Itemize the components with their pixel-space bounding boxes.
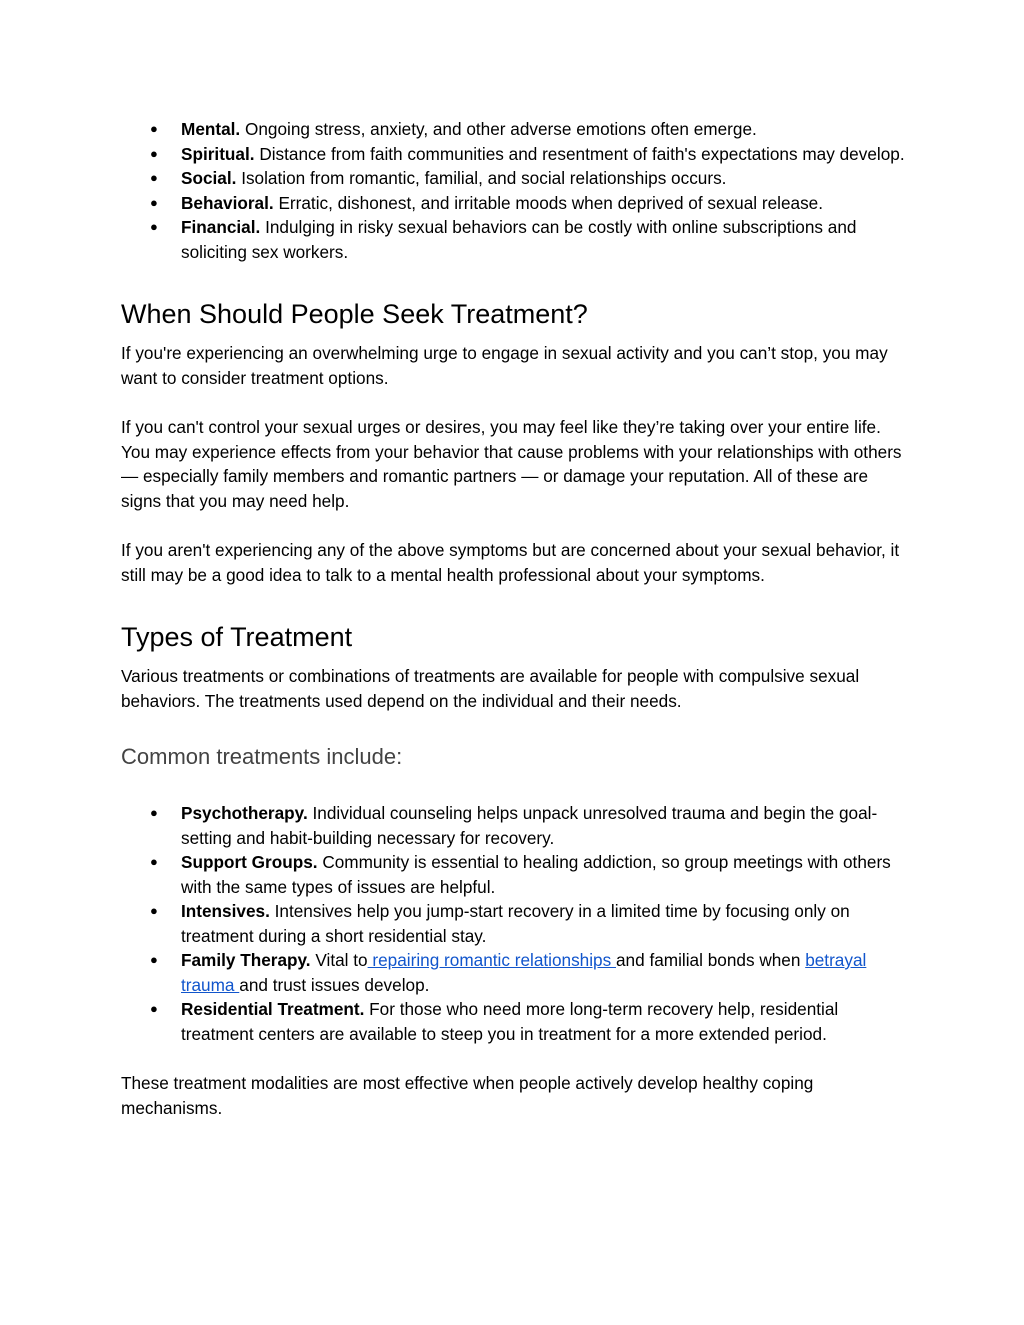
list-item-term: Support Groups. (181, 852, 318, 872)
list-item-text: Individual counseling helps unpack unresolved trauma and begin the goal-setting and habit-building necessary for recovery. (181, 803, 878, 848)
list-item (121, 997, 911, 1046)
list-item-text: For those who need more long-term recovery help, residential treatment centers are available to steep you in treatment for a more extended period. (181, 999, 839, 1044)
list-item (121, 117, 911, 142)
seek-treatment-paragraph-3: If you aren't experiencing any of the above symptoms but are concerned about your sexual behavior, it still may be a good idea to talk to a mental health professional about your symptoms. (121, 540, 900, 585)
list-item (121, 948, 911, 997)
list-item (121, 215, 911, 264)
bullet-icon: ● (150, 805, 158, 820)
bullet-icon: ● (150, 854, 158, 869)
closing-paragraph: These treatment modalities are most effective when people actively develop healthy coping mechanisms. (121, 1073, 814, 1118)
effects-list (121, 117, 911, 264)
repairing-romantic-relationships-link[interactable]: repairing romantic relationships (367, 950, 616, 970)
bullet-icon: ● (150, 194, 158, 210)
betrayal-trauma-link[interactable]: betrayal trauma (181, 950, 867, 995)
list-item-term: Mental. (181, 119, 241, 139)
types-of-treatment-heading: Types of Treatment (121, 622, 353, 652)
list-item-term: Residential Treatment. (181, 999, 365, 1019)
list-item-text: Indulging in risky sexual behaviors can be costly with online subscriptions and soliciting sex workers. (181, 217, 857, 262)
bullet-icon: ● (150, 170, 158, 185)
list-item-text: Distance from faith communities and resentment of faith's expectations may develop. (259, 143, 905, 164)
list-item-term: Financial. (181, 217, 261, 237)
bullet-icon: ● (150, 219, 158, 234)
list-item-term: Family Therapy. (181, 950, 311, 970)
seek-treatment-heading: When Should People Seek Treatment? (121, 299, 588, 329)
list-item (121, 801, 911, 850)
list-item-text: and trust issues develop. (239, 974, 430, 995)
bullet-icon: ● (150, 1001, 158, 1016)
bullet-icon: ● (150, 121, 158, 136)
bullet-icon: ● (150, 145, 158, 161)
list-item (121, 142, 911, 167)
list-item-text: and familial bonds when (616, 950, 806, 970)
list-item-term: Psychotherapy. (181, 803, 308, 823)
types-of-treatment-intro: Various treatments or combinations of treatments are available for people with compulsive sexual behaviors. The treatments used depend on the individual and their needs. (121, 666, 860, 711)
list-item (121, 850, 911, 899)
list-item (121, 191, 911, 216)
bullet-icon: ● (150, 952, 158, 967)
document-content (121, 117, 911, 1120)
list-item (121, 899, 911, 948)
list-item-text: Intensives help you jump-start recovery in a limited time by focusing only on treatment during a short residential stay. (181, 901, 850, 946)
list-item-text: Ongoing stress, anxiety, and other adverse emotions often emerge. (245, 119, 757, 139)
list-item (121, 166, 911, 191)
treatments-list (121, 801, 911, 1046)
common-treatments-subheading: Common treatments include: (121, 744, 403, 769)
list-item-term: Behavioral. (181, 192, 274, 213)
list-item-text: Vital to (315, 950, 368, 970)
list-item-term: Intensives. (181, 901, 270, 921)
bullet-icon: ● (150, 903, 158, 918)
seek-treatment-paragraph-1: If you're experiencing an overwhelming urge to engage in sexual activity and you can’t stop, you may want to consider treatment options. (121, 343, 888, 388)
list-item-text: Community is essential to healing addiction, so group meetings with others with the same types of issues are helpful. (181, 852, 891, 897)
list-item-text: Isolation from romantic, familial, and social relationships occurs. (241, 168, 727, 188)
seek-treatment-paragraph-2: If you can't control your sexual urges or desires, you may feel like they’re taking over your entire life. You may experience effects from your behavior that cause problems with your relationships with others — especially family members and romantic partners — or damage your reputation. All of these are signs that you may need help. (121, 417, 902, 511)
list-item-term: Spiritual. (181, 143, 255, 164)
list-item-text: Erratic, dishonest, and irritable moods when deprived of sexual release. (278, 192, 824, 213)
list-item-term: Social. (181, 168, 237, 188)
